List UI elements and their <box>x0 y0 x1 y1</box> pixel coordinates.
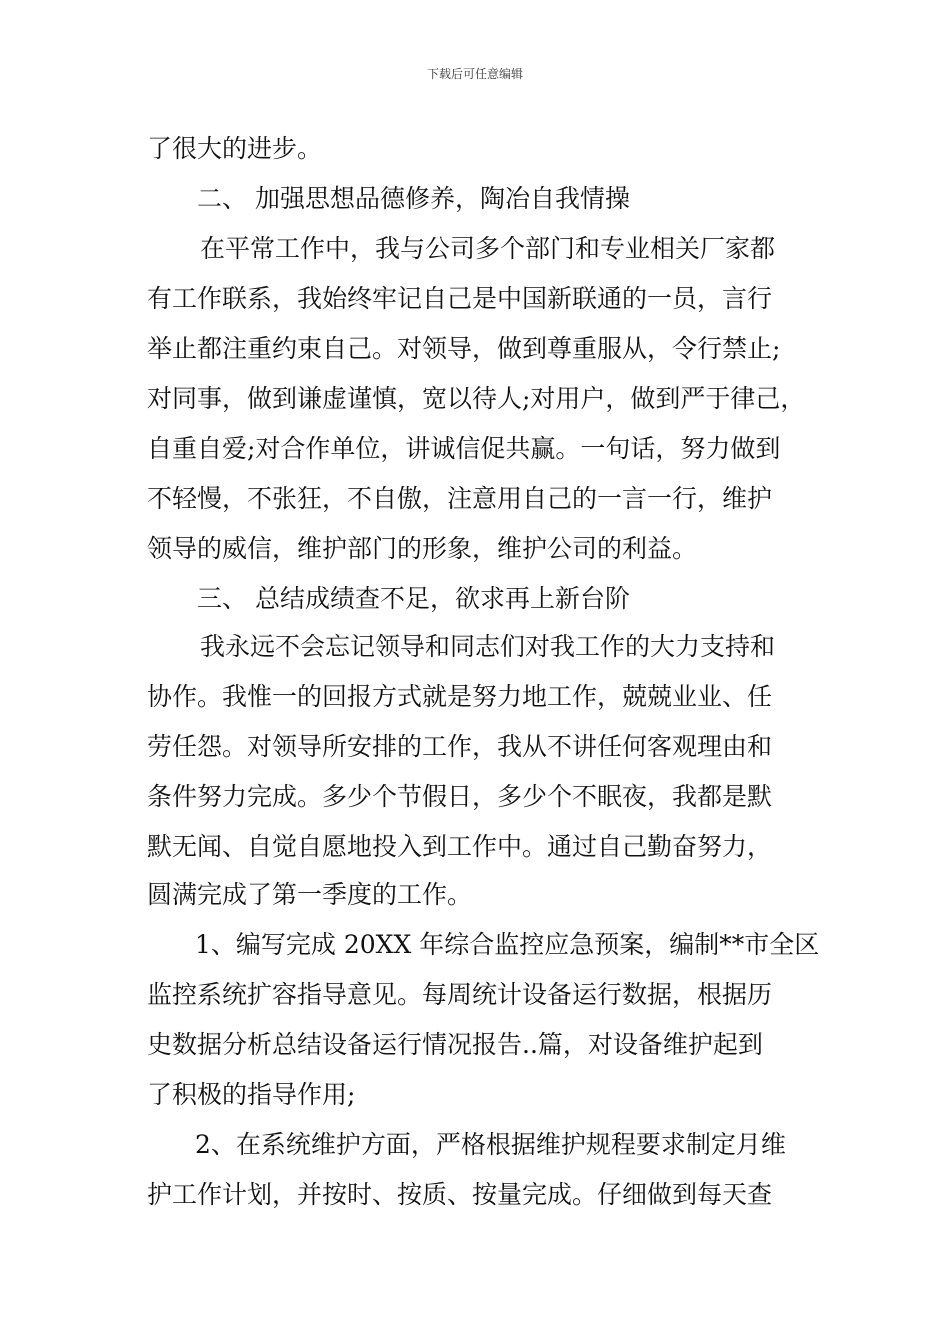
text-line: 协作。我惟一的回报方式就是努力地工作，兢兢业业、任 <box>147 682 773 711</box>
page-header: 下载后可任意编辑 <box>426 67 523 81</box>
text-line: 圆满完成了第一季度的工作。 <box>147 880 473 909</box>
text-line: 劳任怨。对领导所安排的工作，我从不讲任何客观理由和 <box>147 732 773 761</box>
text-line: 领导的威信，维护部门的形象，维护公司的利益。 <box>147 534 698 563</box>
text-line: 我永远不会忘记领导和同志们对我工作的大力支持和 <box>200 632 776 661</box>
text-line: 了很大的进步。 <box>147 134 323 163</box>
text-line: 史数据分析总结设备运行情况报告..篇，对设备维护起到 <box>147 1030 763 1059</box>
text-line: 有工作联系，我始终牢记自己是中国新联通的一员，言行 <box>147 284 773 313</box>
text-line: 在平常工作中，我与公司多个部门和专业相关厂家都 <box>200 234 776 263</box>
text-line: 监控系统扩容指导意见。每周统计设备运行数据，根据历 <box>147 980 773 1009</box>
text-line: 举止都注重约束自己。对领导，做到尊重服从，令行禁止; <box>147 334 781 363</box>
text-line: 不轻慢，不张狂，不自傲，注意用自己的一言一行，维护 <box>147 484 773 513</box>
text-line: 对同事，做到谦虚谨慎，宽以待人;对用户，做到严于律己， <box>147 384 806 413</box>
text-line: 护工作计划，并按时、按质、按量完成。仔细做到每天查 <box>147 1180 773 1209</box>
section-heading: 二、 加强思想品德修养，陶冶自我情操 <box>197 184 630 213</box>
text-line: 2、在系统维护方面，严格根据维护规程要求制定月维 <box>195 1130 786 1159</box>
text-line: 条件努力完成。多少个节假日，多少个不眠夜，我都是默 <box>147 782 773 811</box>
text-line: 自重自爱;对合作单位，讲诚信促共赢。一句话，努力做到 <box>147 434 781 463</box>
section-heading: 三、 总结成绩查不足，欲求再上新台阶 <box>197 584 630 613</box>
text-line: 了积极的指导作用; <box>147 1080 356 1109</box>
text-line: 默无闻、自觉自愿地投入到工作中。通过自己勤奋努力， <box>147 832 773 861</box>
text-line: 1、编写完成 20XX 年综合监控应急预案，编制**市全区 <box>195 930 820 959</box>
